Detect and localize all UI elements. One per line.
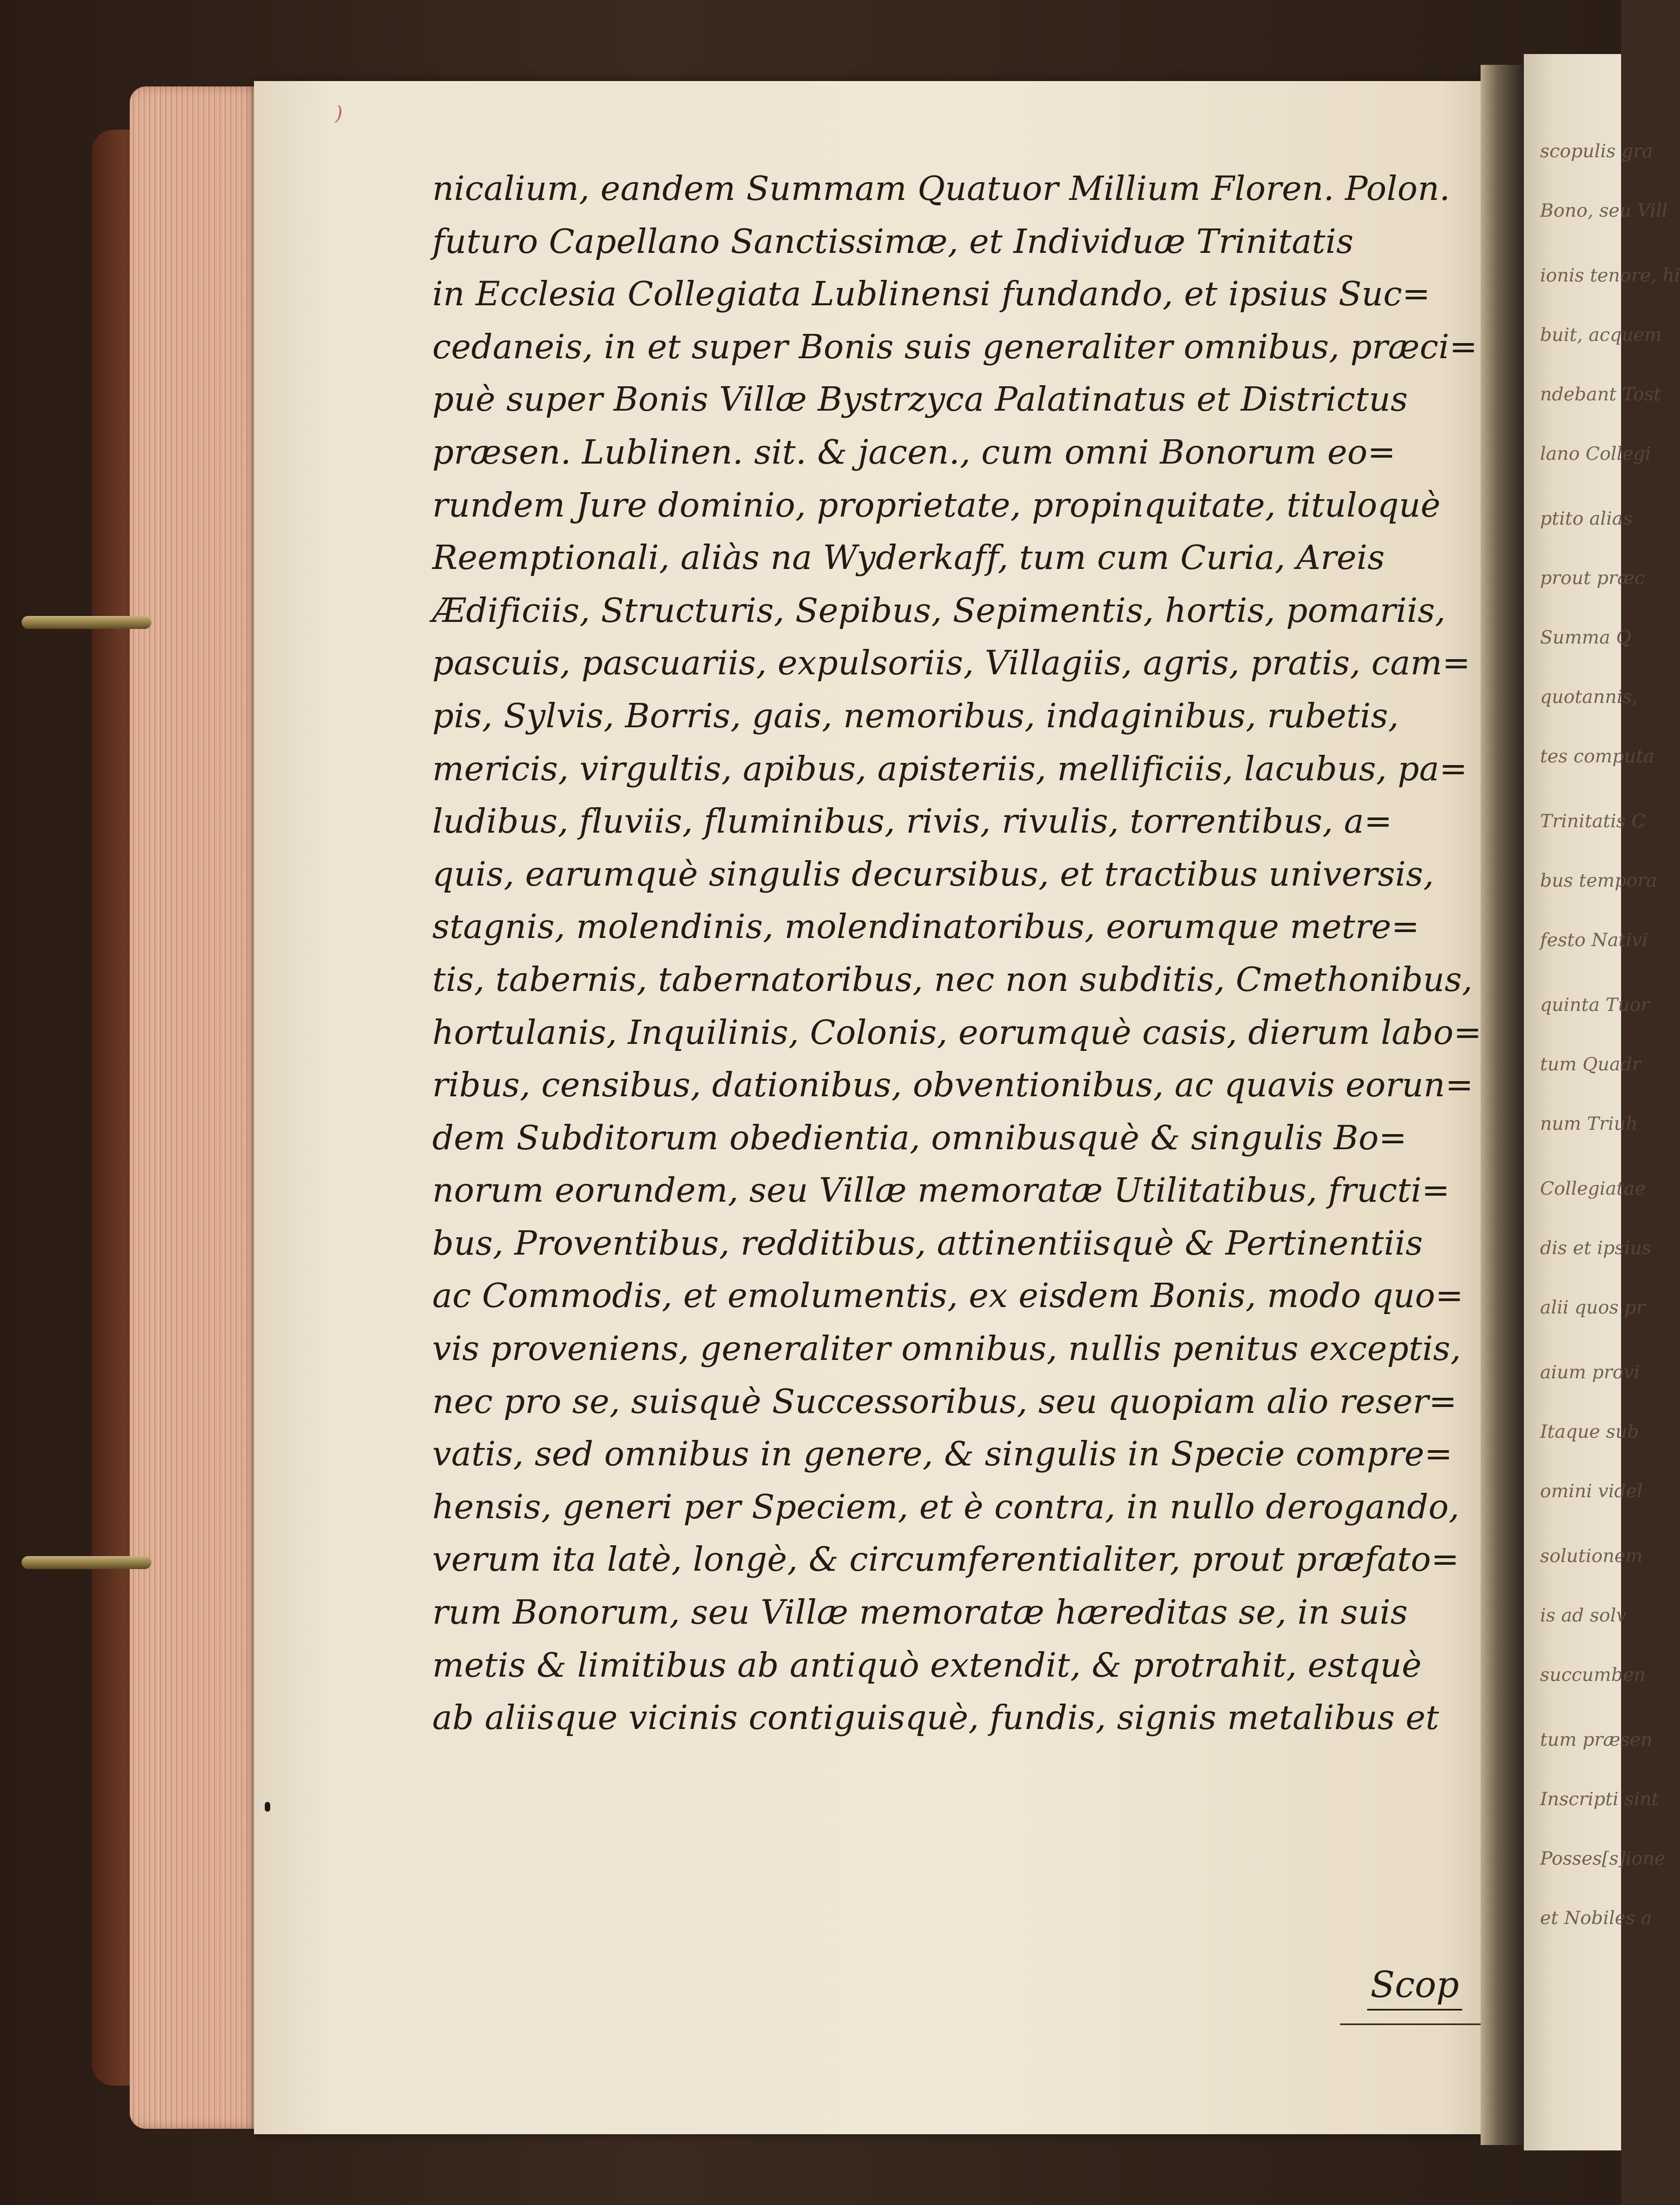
text-line: dem Subditorum obedientia, omnibusquè & singulis Bo= <box>432 1117 1407 1157</box>
text-line: quis, earumquè singulis decursibus, et tractibus universis, <box>432 854 1434 894</box>
text-line: puè super Bonis Villæ Bystrzyca Palatinatus et Districtus <box>432 379 1408 419</box>
text-line: nicalium, eandem Summam Quatuor Millium Floren. Polon. <box>432 169 1450 208</box>
text-line: cedaneis, in et super Bonis suis generaliter omnibus, præci= <box>432 326 1478 366</box>
facing-fragment: succumben <box>1540 1664 1646 1686</box>
text-line: norum eorundem, seu Villæ memoratæ Utilitatibus, fructi= <box>432 1170 1450 1210</box>
facing-fragment: tum præsen <box>1540 1729 1653 1751</box>
facing-fragment: solutionem <box>1540 1545 1643 1567</box>
page-edges <box>130 86 265 2129</box>
text-line: ludibus, fluviis, fluminibus, rivis, rivulis, torrentibus, a= <box>432 801 1393 841</box>
facing-fragment: is ad solv <box>1540 1605 1627 1626</box>
facing-fragment: aium provi <box>1540 1362 1640 1383</box>
text-line: rundem Jure dominio, proprietate, propinquitate, tituloquè <box>432 485 1441 525</box>
text-line: præsen. Lublinen. sit. & jacen., cum omni Bonorum eo= <box>432 432 1396 472</box>
text-line: mericis, virgultis, apibus, apisteriis, mellificiis, lacubus, pa= <box>432 748 1468 788</box>
text-line: ac Commodis, et emolumentis, ex eisdem Bonis, modo quo= <box>432 1276 1464 1316</box>
text-line: nec pro se, suisquè Successoribus, seu quopiam alio reser= <box>432 1381 1457 1421</box>
facing-fragment: dis et ipsius <box>1540 1237 1651 1259</box>
facing-fragment: lano Collegi <box>1540 443 1651 465</box>
facing-fragment: num Triuh <box>1540 1113 1638 1135</box>
text-line: hensis, generi per Speciem, et è contra, in nullo derogando, <box>432 1486 1460 1526</box>
clasp-pin-lower <box>22 1556 151 1569</box>
text-line: tis, tabernis, tabernatoribus, nec non subditis, Cmethonibus, <box>432 959 1473 999</box>
facing-fragment: Trinitatis C <box>1540 810 1646 832</box>
facing-fragment: Summa Q <box>1540 627 1631 648</box>
facing-fragment: quotannis, <box>1540 686 1638 708</box>
text-line: vatis, sed omnibus in genere, & singulis in Specie compre= <box>432 1434 1453 1474</box>
text-line: pascuis, pascuariis, expulsoriis, Villagiis, agris, pratis, cam= <box>432 643 1471 683</box>
facing-fragment: Bono, seu Vill <box>1540 200 1668 222</box>
text-line: bus, Proventibus, redditibus, attinentiisquè & Pertinentiis <box>432 1223 1423 1263</box>
facing-fragment: et Nobiles a <box>1540 1907 1652 1929</box>
manuscript-text <box>432 162 1497 1744</box>
text-line: metis & limitibus ab antiquò extendit, & protrahit, estquè <box>432 1645 1422 1685</box>
text-line: ribus, censibus, dationibus, obventionibus, ac quavis eorun= <box>432 1065 1474 1105</box>
text-line: in Ecclesia Collegiata Lublinensi fundando, et ipsius Suc= <box>432 274 1430 314</box>
text-line: futuro Capellano Sanctissimæ, et Individuæ Trinitatis <box>432 221 1354 261</box>
facing-page <box>1524 54 1680 2150</box>
facing-fragment: ndebant Tost <box>1540 384 1661 405</box>
text-line: Reemptionali, aliàs na Wyderkaff, tum cum Curia, Areis <box>432 538 1385 578</box>
text-line: hortulanis, Inquilinis, Colonis, eorumquè casis, dierum labo= <box>432 1012 1482 1052</box>
text-line: verum ita latè, longè, & circumferentialiter, prout præfato= <box>432 1539 1460 1579</box>
facing-fragment: buit, acquem <box>1540 324 1662 346</box>
text-line: pis, Sylvis, Borris, gais, nemoribus, indaginibus, rubetis, <box>432 695 1399 735</box>
text-line: stagnis, molendinis, molendinatoribus, eorumque metre= <box>432 907 1420 947</box>
facing-fragment: prout præc <box>1540 567 1645 589</box>
catchword: Scop <box>1367 1964 1462 2010</box>
facing-fragment: tum Quadr <box>1540 1054 1641 1075</box>
text-line: rum Bonorum, seu Villæ memoratæ hæreditas se, in suis <box>432 1592 1408 1632</box>
page-corner-mark: ) <box>335 103 343 125</box>
facing-fragment: Inscripti sint <box>1540 1788 1659 1810</box>
facing-fragment: alii quos pr <box>1540 1297 1645 1318</box>
facing-fragment: omini videl <box>1540 1480 1643 1502</box>
facing-fragment: Collegiatae <box>1540 1178 1646 1199</box>
facing-fragment: ionis tenore, hi <box>1540 265 1680 286</box>
facing-fragment: ptito alias <box>1540 508 1632 530</box>
clasp-pin-upper <box>22 616 151 629</box>
text-line: vis proveniens, generaliter omnibus, nullis penitus exceptis, <box>432 1329 1461 1369</box>
facing-fragment: tes computa <box>1540 746 1655 767</box>
catchword-underline <box>1340 2023 1481 2025</box>
facing-fragment: bus tempora <box>1540 870 1657 892</box>
facing-fragment: Posses[s]ione <box>1540 1848 1665 1869</box>
facing-fragment: quinta Tuor <box>1540 994 1650 1016</box>
text-line: Ædificiis, Structuris, Sepibus, Sepimentis, hortis, pomariis, <box>432 590 1446 630</box>
facing-fragment: festo Nativi <box>1540 929 1648 951</box>
margin-ink-mark <box>265 1802 270 1812</box>
facing-fragment: scopulis gra <box>1540 140 1653 162</box>
facing-fragment: Itaque sub <box>1540 1421 1639 1443</box>
text-line: ab aliisque vicinis contiguisquè, fundis, signis metalibus et <box>432 1698 1440 1738</box>
